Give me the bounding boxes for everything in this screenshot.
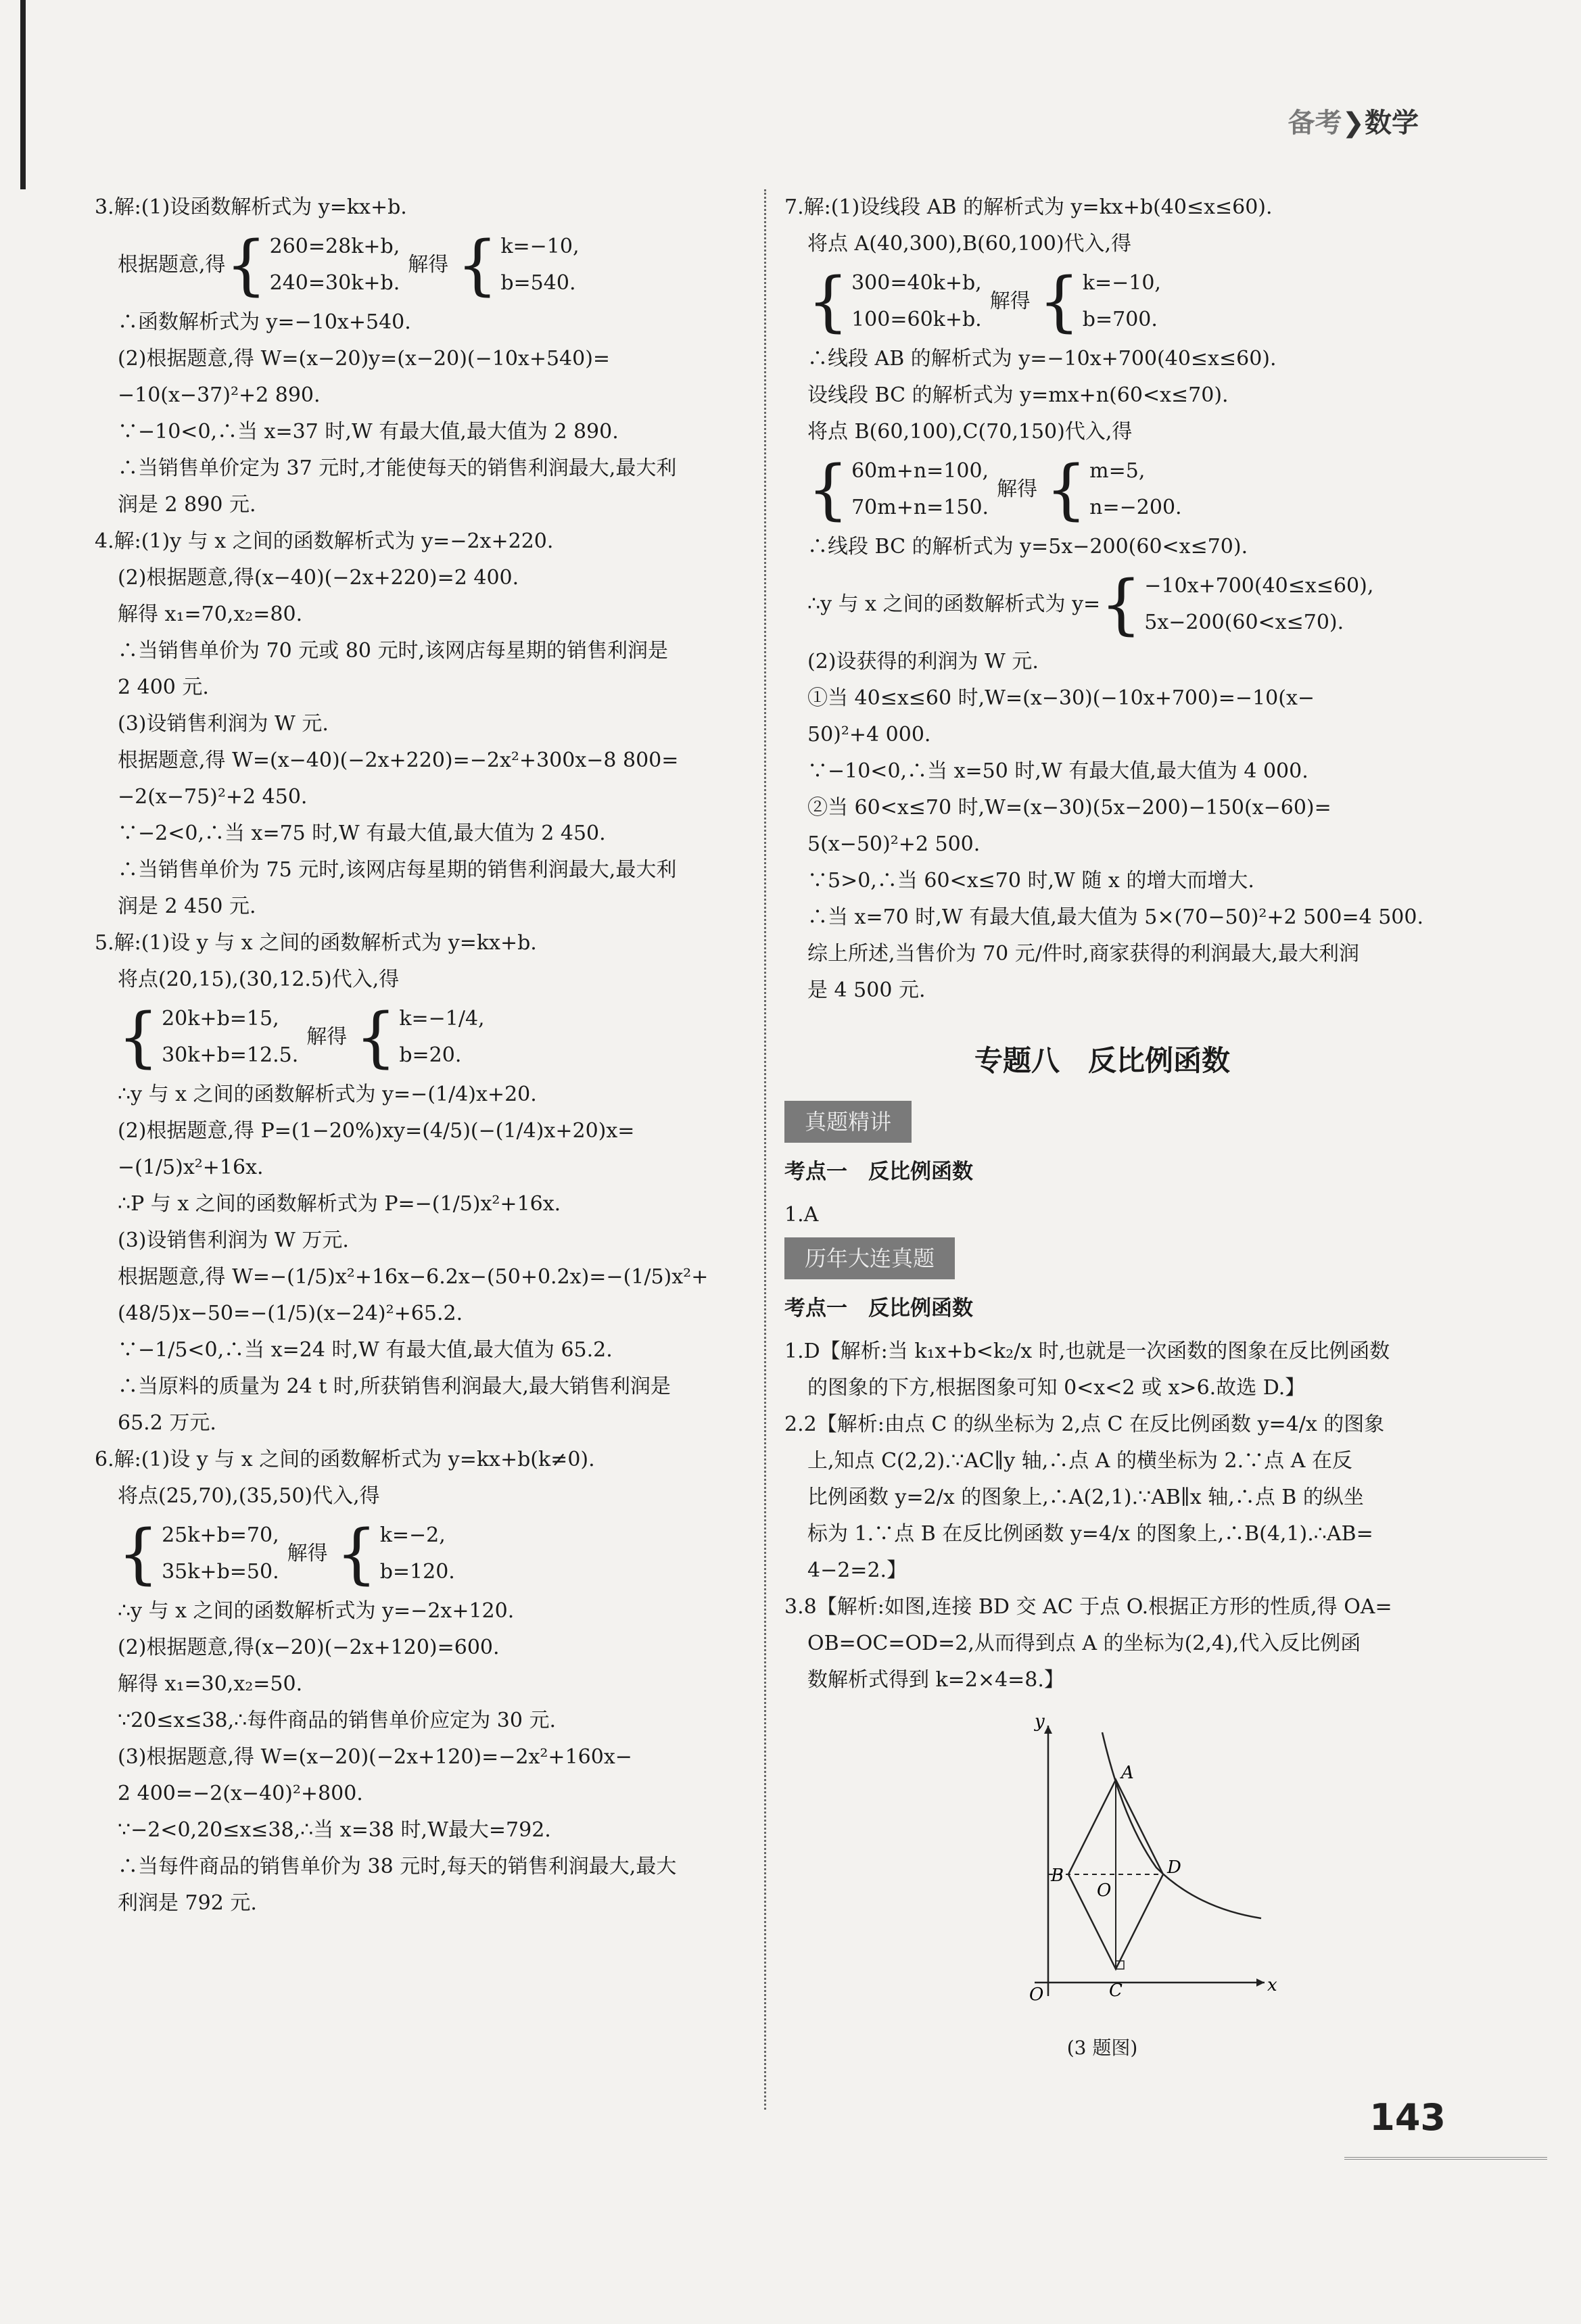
problem-3-figure — [994, 1712, 1278, 2030]
solution-line: 解得 x₁=70,x₂=80. — [118, 602, 303, 626]
solution-line: 将点(25,70),(35,50)代入,得 — [118, 1484, 380, 1508]
result: k=−2, — [379, 1523, 446, 1547]
solution-line: ∵−2<0,∴当 x=75 时,W 有最大值,最大值为 2 450. — [118, 822, 606, 845]
past-exam-solutions — [784, 1333, 1420, 1699]
solution-line: (2)设获得的利润为 W 元. — [807, 650, 1039, 673]
solution-line: 综上所述,当售价为 70 元/件时,商家获得的利润最大,最大利润 — [807, 942, 1359, 966]
solution-line: 润是 2 450 元. — [118, 895, 256, 918]
equation-system — [807, 453, 1182, 526]
equation-system — [807, 568, 1373, 641]
solution-line: ∴当每件商品的销售单价为 38 元时,每天的销售利润最大,最大 — [118, 1855, 677, 1878]
solution-line: ∴y 与 x 之间的函数解析式为 y=−2x+120. — [118, 1599, 515, 1623]
left-brace-icon: { — [1045, 452, 1087, 527]
solution-line: 利润是 792 元. — [118, 1891, 257, 1915]
system-connector: 解得 — [306, 1025, 348, 1049]
problem-heading-line: 5.解:(1)设 y 与 x 之间的函数解析式为 y=kx+b. — [95, 931, 537, 955]
left-brace-icon: { — [807, 264, 849, 339]
kaodian-heading: 考点一 反比例函数 — [784, 1160, 973, 1184]
solution-line: ∴y 与 x 之间的函数解析式为 y=−(1/4)x+20. — [118, 1083, 537, 1106]
equation-system — [118, 1001, 485, 1074]
system-connector: 解得 — [989, 289, 1031, 313]
equation: 70m+n=150. — [851, 496, 989, 519]
problem-heading-line: 6.解:(1)设 y 与 x 之间的函数解析式为 y=kx+b(k≠0). — [95, 1448, 595, 1471]
solution-line: ∴当原料的质量为 24 t 时,所获销售利润最大,最大销售利润是 — [118, 1375, 671, 1398]
result: m=5, — [1089, 459, 1146, 483]
label-b: B — [1051, 1866, 1064, 1886]
label-center-o: O — [1097, 1880, 1112, 1901]
result: k=−1/4, — [399, 1007, 485, 1030]
y-axis-arrow-icon — [1044, 1726, 1052, 1734]
solution-line: 将点(20,15),(30,12.5)代入,得 — [118, 968, 400, 991]
label-origin: O — [1029, 1985, 1044, 2003]
solution-line: ∴当 x=70 时,W 有最大值,最大值为 5×(70−50)²+2 500=4 500. — [807, 905, 1424, 929]
hyperbola-curve — [1102, 1732, 1261, 1918]
solution-line: 根据题意,得 W=(x−40)(−2x+220)=−2x²+300x−8 800= — [118, 749, 679, 772]
column-divider — [764, 189, 766, 2110]
solution-line: 2 400 元. — [118, 675, 209, 699]
left-column — [95, 189, 730, 1922]
left-brace-icon: { — [118, 999, 160, 1075]
solution-line: ∵−10<0,∴当 x=50 时,W 有最大值,最大值为 4 000. — [807, 759, 1308, 783]
solution-line: 标为 1.∵点 B 在反比例函数 y=4/x 的图象上,∴B(4,1).∴AB= — [807, 1522, 1373, 1546]
solution-line: −2(x−75)²+2 450. — [118, 785, 308, 809]
solution-line: 根据题意,得 W=−(1/5)x²+16x−6.2x−(50+0.2x)=−(1/5)x²+ — [118, 1265, 709, 1289]
system-results — [399, 1001, 484, 1074]
solution-line: ∴线段 BC 的解析式为 y=5x−200(60<x≤70). — [807, 535, 1248, 559]
solution-line: −10(x−37)²+2 890. — [118, 383, 321, 407]
left-brace-icon: { — [118, 1516, 160, 1592]
solution-line: ∴当销售单价为 75 元时,该网店每星期的销售利润最大,最大利 — [118, 858, 677, 882]
left-brace-icon: { — [355, 999, 397, 1075]
hyperbola-square-diagram — [994, 1712, 1278, 2003]
label-c: C — [1109, 1981, 1123, 2001]
kaodian-heading: 考点一 反比例函数 — [784, 1296, 973, 1321]
equation: 35k+b=50. — [162, 1560, 279, 1584]
result: b=120. — [379, 1560, 455, 1584]
solution-line: ∵−2<0,20≤x≤38,∴当 x=38 时,W最大=792. — [118, 1818, 551, 1842]
solution-line: ①当 40≤x≤60 时,W=(x−30)(−10x+700)=−10(x− — [807, 686, 1315, 710]
solution-line: 数解析式得到 k=2×4=8.】 — [807, 1668, 1064, 1692]
solution-line: 5(x−50)²+2 500. — [807, 832, 981, 856]
equation-system — [118, 229, 580, 302]
solution-line: ∴函数解析式为 y=−10x+540. — [118, 310, 411, 334]
system-connector: 解得 — [287, 1542, 328, 1565]
system-connector: 解得 — [408, 253, 449, 277]
solution-line: 是 4 500 元. — [807, 978, 926, 1002]
solution-line: ∴P 与 x 之间的函数解析式为 P=−(1/5)x²+16x. — [118, 1192, 561, 1216]
section-banner-real-questions: 真题精讲 — [784, 1101, 912, 1143]
result: b=700. — [1082, 308, 1158, 331]
equation: 25k+b=70, — [162, 1523, 279, 1547]
solution-line: ∵−10<0,∴当 x=37 时,W 有最大值,最大值为 2 890. — [118, 420, 619, 444]
problem-heading-line: 1.D【解析:当 k₁x+b<k₂/x 时,也就是一次函数的图象在反比例函数 — [784, 1339, 1390, 1363]
solution-line: ∴当销售单价为 70 元或 80 元时,该网店每星期的销售利润是 — [118, 639, 669, 663]
system-prefix: 根据题意,得 — [118, 253, 226, 277]
page-number: 143 — [1369, 2096, 1446, 2139]
equation: 300=40k+b, — [851, 271, 982, 295]
left-brace-icon: { — [807, 452, 849, 527]
system-equations — [1144, 568, 1373, 641]
system-results — [500, 229, 579, 302]
solution-line: OB=OC=OD=2,从而得到点 A 的坐标为(2,4),代入反比例函 — [807, 1632, 1361, 1655]
topic-title: 专题八 反比例函数 — [974, 1044, 1230, 1077]
page-header — [1288, 101, 1419, 140]
equation: 60m+n=100, — [851, 459, 989, 483]
result: n=−200. — [1089, 496, 1182, 519]
binding-edge — [20, 0, 26, 189]
equation: 240=30k+b. — [269, 271, 400, 295]
header-subject-label: 数学 — [1365, 108, 1419, 139]
left-brace-icon: { — [1038, 264, 1080, 339]
solution-line: ∴当销售单价定为 37 元时,才能使每天的销售利润最大,最大利 — [118, 456, 677, 480]
figure-caption: (3 题图) — [1066, 2037, 1138, 2059]
system-equations — [851, 453, 989, 526]
system-equations — [270, 229, 400, 302]
right-column — [784, 189, 1424, 2066]
equation: 30k+b=12.5. — [162, 1043, 299, 1067]
equation-system — [118, 1517, 455, 1590]
page-number-rule — [1344, 2157, 1547, 2160]
solution-line: ∵−1/5<0,∴当 x=24 时,W 有最大值,最大值为 65.2. — [118, 1338, 613, 1362]
header-prep-label: 备考 — [1288, 108, 1342, 139]
solution-line: 润是 2 890 元. — [118, 493, 256, 517]
equation: 5x−200(60<x≤70). — [1144, 611, 1344, 634]
solution-line: 上,知点 C(2,2).∵AC∥y 轴,∴点 A 的横坐标为 2.∵点 A 在反 — [807, 1449, 1352, 1473]
problem-heading-line: 3.解:(1)设函数解析式为 y=kx+b. — [95, 195, 407, 219]
left-brace-icon: { — [225, 227, 267, 303]
solution-line: 的图象的下方,根据图象可知 0<x<2 或 x>6.故选 D.】 — [807, 1376, 1306, 1400]
problem-heading-line: 7.解:(1)设线段 AB 的解析式为 y=kx+b(40≤x≤60). — [784, 195, 1273, 219]
x-axis-arrow-icon — [1256, 1978, 1265, 1987]
left-brace-icon: { — [335, 1516, 377, 1592]
solution-line: (3)设销售利润为 W 元. — [118, 712, 329, 736]
solution-line: ②当 60<x≤70 时,W=(x−30)(5x−200)−150(x−60)= — [807, 796, 1331, 820]
result: k=−10, — [1082, 271, 1161, 295]
system-equations — [162, 1001, 298, 1074]
problem-heading-line: 3.8【解析:如图,连接 BD 交 AC 于点 O.根据正方形的性质,得 OA= — [784, 1595, 1392, 1619]
solution-line: −(1/5)x²+16x. — [118, 1156, 264, 1179]
result: k=−10, — [500, 235, 580, 258]
chevron-right-icon: ❯ — [1342, 108, 1365, 139]
solution-line: 比例函数 y=2/x 的图象上,∴A(2,1).∵AB∥x 轴,∴点 B 的纵坐 — [807, 1486, 1364, 1509]
left-brace-icon: { — [1100, 567, 1142, 642]
left-brace-icon: { — [456, 227, 498, 303]
equation: 20k+b=15, — [162, 1007, 279, 1030]
result: b=540. — [500, 271, 576, 295]
system-connector: 解得 — [997, 477, 1038, 501]
problem-heading-line: 2.2【解析:由点 C 的纵坐标为 2,点 C 在反比例函数 y=4/x 的图象 — [784, 1413, 1385, 1436]
solution-line: (2)根据题意,得(x−20)(−2x+120)=600. — [118, 1636, 500, 1659]
system-results — [1083, 265, 1161, 338]
solution-line: (2)根据题意,得(x−40)(−2x+220)=2 400. — [118, 566, 519, 590]
solution-line: (2)根据题意,得 W=(x−20)y=(x−20)(−10x+540)= — [118, 347, 611, 371]
result: b=20. — [399, 1043, 462, 1067]
system-prefix: ∴y 与 x 之间的函数解析式为 y= — [807, 592, 1101, 616]
solution-line: 65.2 万元. — [118, 1411, 216, 1435]
equation: 260=28k+b, — [269, 235, 400, 258]
solution-line: 2 400=−2(x−40)²+800. — [118, 1782, 363, 1805]
solution-line: 50)²+4 000. — [807, 723, 931, 746]
section-banner-past-exams: 历年大连真题 — [784, 1237, 955, 1279]
label-x: x — [1267, 1975, 1277, 1995]
label-d: D — [1167, 1857, 1181, 1878]
solution-line: ∴线段 AB 的解析式为 y=−10x+700(40≤x≤60). — [807, 347, 1277, 371]
solution-line: (3)设销售利润为 W 万元. — [118, 1229, 349, 1252]
solution-line: (2)根据题意,得 P=(1−20%)xy=(4/5)(−(1/4)x+20)x= — [118, 1119, 635, 1143]
answer-line: 1.A — [784, 1203, 819, 1227]
system-equations — [851, 265, 982, 338]
system-results — [1089, 453, 1181, 526]
solution-line: 将点 B(60,100),C(70,150)代入,得 — [807, 420, 1133, 444]
label-y: y — [1035, 1712, 1045, 1732]
solution-line: 解得 x₁=30,x₂=50. — [118, 1672, 303, 1696]
equation-system — [807, 265, 1161, 338]
problem-7-solution — [784, 189, 1424, 1009]
solution-line: (48/5)x−50=−(1/5)(x−24)²+65.2. — [118, 1302, 463, 1325]
equation: −10x+700(40≤x≤60), — [1144, 574, 1374, 598]
system-equations — [162, 1517, 279, 1590]
label-a: A — [1121, 1763, 1134, 1783]
solution-line: 4−2=2.】 — [807, 1559, 907, 1582]
solution-line: (3)根据题意,得 W=(x−20)(−2x+120)=−2x²+160x− — [118, 1745, 632, 1769]
system-results — [380, 1517, 455, 1590]
solution-line: ∵20≤x≤38,∴每件商品的销售单价应定为 30 元. — [118, 1709, 557, 1732]
solution-line: ∵5>0,∴当 60<x≤70 时,W 随 x 的增大而增大. — [807, 869, 1254, 893]
solution-line: 将点 A(40,300),B(60,100)代入,得 — [807, 232, 1132, 256]
solution-line: 设线段 BC 的解析式为 y=mx+n(60<x≤70). — [807, 383, 1229, 407]
problem-heading-line: 4.解:(1)y 与 x 之间的函数解析式为 y=−2x+220. — [95, 529, 554, 553]
equation: 100=60k+b. — [851, 308, 982, 331]
